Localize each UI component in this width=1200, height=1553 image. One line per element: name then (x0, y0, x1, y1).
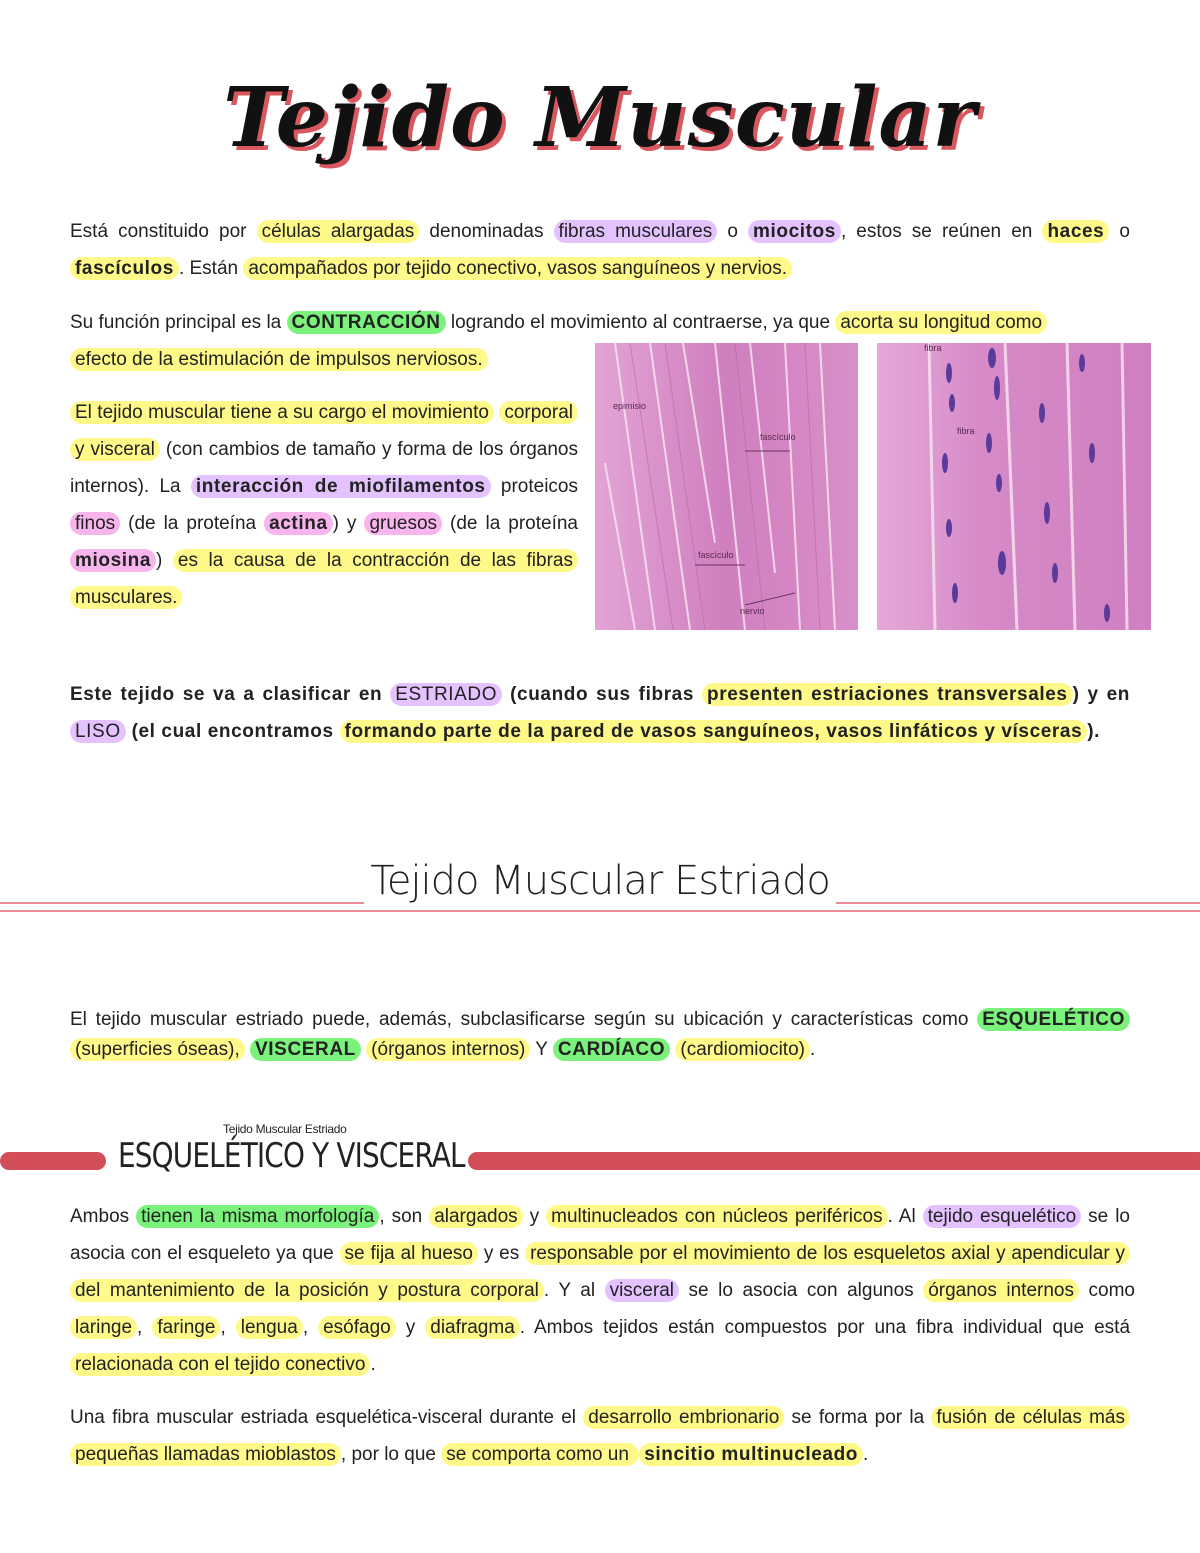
intro-paragraph (70, 213, 1130, 287)
text: denominadas (419, 221, 554, 242)
text: ) (156, 550, 173, 571)
highlight: sincitio multinucleado (639, 1443, 863, 1466)
micrograph-left-drawing (595, 343, 858, 630)
highlight: tejido esquelético (923, 1205, 1082, 1228)
label-epimisio: epimisio (613, 401, 647, 411)
highlight: LISO (70, 720, 126, 743)
text: , (220, 1317, 236, 1338)
text: se lo asocia con algunos (678, 1280, 924, 1301)
highlight: formando parte de la pared de vasos sanguíneos, vasos linfáticos y vísceras (340, 720, 1088, 743)
highlight: se fija al hueso (340, 1242, 478, 1265)
text: Este tejido se va a clasificar en (70, 684, 391, 705)
highlight: lengua (236, 1316, 303, 1339)
text: (el cual encontramos (125, 721, 340, 742)
text: (de la proteína (120, 513, 265, 534)
highlight: responsable por el movimiento de los esqueletos axial y apendicular y del mantenimiento de la posición y postura corporal (70, 1242, 1130, 1302)
highlight: (órganos internos) (366, 1038, 530, 1061)
highlight: faringe (152, 1316, 220, 1339)
highlight: miocitos (748, 220, 841, 243)
text: Ambos (70, 1206, 137, 1227)
text: . Y al (543, 1280, 605, 1301)
highlight: alargados (429, 1205, 522, 1228)
highlight: se comporta como un (441, 1443, 639, 1466)
subsection-caption: Tejido Muscular Estriado (223, 1122, 347, 1136)
highlight: órganos internos (923, 1279, 1079, 1302)
highlight: (superficies óseas), (70, 1038, 245, 1061)
highlight: (cardiomiocito) (675, 1038, 810, 1061)
text: se lo asocia con el esqueleto ya que (70, 1206, 1130, 1264)
text: Está constituido por (70, 221, 257, 242)
highlight: visceral (605, 1279, 679, 1302)
text: , (137, 1317, 153, 1338)
highlight: CARDÍACO (553, 1038, 670, 1061)
label-fasciculo: fascículo (698, 550, 734, 560)
highlight: CONTRACCIÓN (287, 311, 446, 334)
text: o (1109, 221, 1130, 242)
text: y (395, 1317, 426, 1338)
highlight: acorta su longitud como (835, 311, 1047, 334)
text: Una fibra muscular estriada esquelética-visceral durante el (70, 1407, 584, 1428)
micrograph-right-drawing (877, 343, 1151, 630)
highlight: ESTRIADO (390, 683, 502, 706)
highlight: células alargadas (257, 220, 420, 243)
text: logrando el movimiento al contraerse, ya que (445, 312, 836, 333)
highlight: finos (70, 512, 120, 535)
text: . Al (887, 1206, 923, 1227)
highlight: desarrollo embrionario (583, 1406, 784, 1429)
highlight: laringe (70, 1316, 137, 1339)
text: (con cambios de tamaño y forma de los órganos internos). La (70, 439, 578, 497)
highlight: corporal y visceral (70, 401, 578, 461)
text: . Ambos tejidos están compuestos por una fibra individual que está (519, 1317, 1131, 1338)
text: y es (477, 1243, 526, 1264)
highlight: El tejido muscular tiene a su cargo el movimiento (70, 401, 494, 424)
heading-bar-right (468, 1152, 1200, 1170)
subclassification-paragraph (70, 1005, 1130, 1065)
heading-bar-left (0, 1152, 106, 1170)
highlight: gruesos (364, 512, 442, 535)
section-title (0, 858, 1200, 904)
text: se forma por la (784, 1407, 932, 1428)
text: y (522, 1206, 547, 1227)
highlight: miosina (70, 549, 156, 572)
movement-paragraph (70, 394, 578, 616)
text: , (302, 1317, 319, 1338)
divider-line (0, 910, 1200, 912)
highlight: presenten estriaciones transversales (702, 683, 1073, 706)
subsection-title: ESQUELÉTICO Y VISCERAL (118, 1136, 465, 1176)
embryonic-paragraph (70, 1399, 1130, 1473)
highlight: tienen la misma morfología (136, 1205, 379, 1228)
micrograph-skeletal-muscle (595, 343, 858, 630)
highlight: diafragma (425, 1316, 520, 1339)
highlight: fascículos (70, 257, 179, 280)
highlight: es la causa de la contracción de las fibras musculares. (70, 549, 578, 609)
text: ) y en (1072, 684, 1130, 705)
text: , estos se reúnen en (840, 221, 1043, 242)
text: (de la proteína (442, 513, 578, 534)
label-nervio: nervio (740, 606, 765, 616)
text: . (809, 1039, 816, 1060)
morphology-paragraph (70, 1198, 1135, 1383)
highlight: efecto de la estimulación de impulsos nerviosos. (70, 348, 488, 371)
text: como (1078, 1280, 1135, 1301)
text: proteicos (490, 476, 578, 497)
micrograph-muscle-fibers (877, 343, 1151, 630)
text: Y (530, 1039, 553, 1060)
text: , son (379, 1206, 430, 1227)
section-title-text: Tejido Muscular Estriado (364, 858, 836, 904)
text: ) y (332, 513, 365, 534)
classification-paragraph (70, 676, 1130, 750)
text: . (863, 1444, 869, 1465)
text: , por lo que (340, 1444, 442, 1465)
highlight: fusión de células más pequeñas llamadas mioblastos (70, 1406, 1130, 1466)
highlight: acompañados por tejido conectivo, vasos sanguíneos y nervios. (243, 257, 792, 280)
text: . (370, 1354, 376, 1375)
highlight: VISCERAL (250, 1038, 361, 1061)
page-title: Tejido Muscular (223, 70, 977, 166)
text: ). (1087, 721, 1101, 742)
highlight: esófago (318, 1316, 396, 1339)
highlight: fibras musculares (554, 220, 718, 243)
text: o (717, 221, 748, 242)
text: El tejido muscular estriado puede, además, subclasificarse según su ubicación y características como (70, 1009, 978, 1030)
highlight: multinucleados con núcleos periféricos (546, 1205, 887, 1228)
label-fibra: fibra (924, 343, 942, 353)
highlight: actina (264, 512, 333, 535)
text: Su función principal es la (70, 312, 287, 333)
text: (cuando sus fibras (502, 684, 702, 705)
label-fibra: fibra (957, 426, 975, 436)
text: . Están (178, 258, 244, 279)
label-fasciculo: fascículo (760, 432, 796, 442)
highlight: haces (1042, 220, 1109, 243)
highlight: relacionada con el tejido conectivo (70, 1353, 370, 1376)
highlight: interacción de miofilamentos (191, 475, 491, 498)
highlight: ESQUELÉTICO (977, 1008, 1130, 1031)
